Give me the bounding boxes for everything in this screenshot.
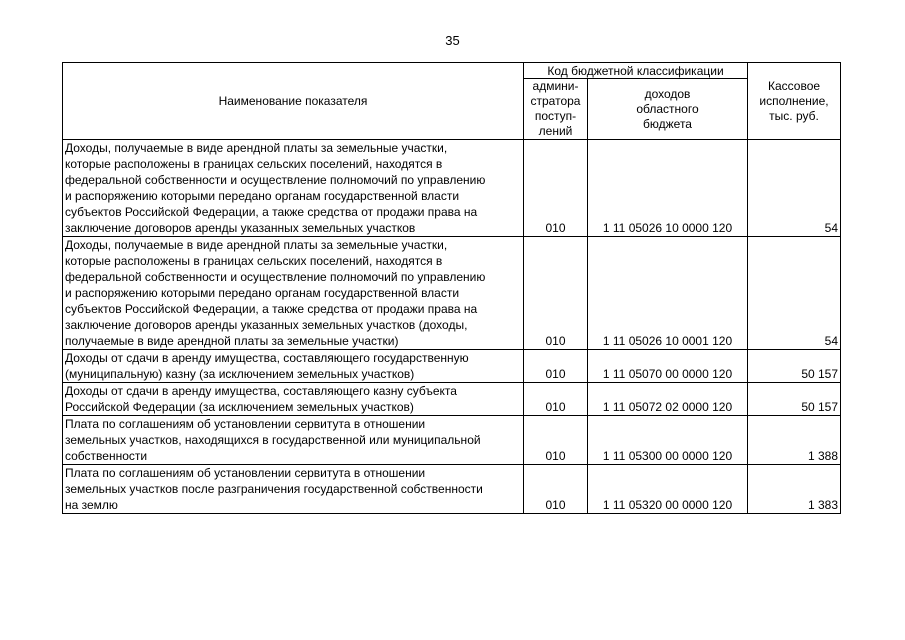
header-revenue-administrator: админи- стратора поступ- лений — [524, 79, 588, 140]
row-cash-execution: 1 383 — [748, 465, 841, 514]
header-regional-budget-revenue: доходов областного бюджета — [588, 79, 748, 140]
table-row — [63, 416, 841, 465]
row-revenue-code: 1 11 05072 02 0000 120 — [588, 383, 748, 416]
page-number: 35 — [445, 33, 460, 48]
row-administrator-code: 010 — [524, 237, 588, 350]
row-revenue-code: 1 11 05026 10 0001 120 — [588, 237, 748, 350]
row-administrator-code: 010 — [524, 383, 588, 416]
table-header — [63, 63, 841, 140]
header-indicator-name: Наименование показателя — [63, 63, 524, 140]
row-revenue-code: 1 11 05300 00 0000 120 — [588, 416, 748, 465]
row-administrator-code: 010 — [524, 140, 588, 237]
header-cash-execution: Кассовое исполнение, тыс. руб. — [748, 63, 841, 140]
row-cash-execution: 50 157 — [748, 383, 841, 416]
row-administrator-code: 010 — [524, 350, 588, 383]
table-row — [63, 383, 841, 416]
table-body — [63, 140, 841, 514]
row-revenue-code: 1 11 05320 00 0000 120 — [588, 465, 748, 514]
table-row — [63, 465, 841, 514]
row-indicator-name: Доходы от сдачи в аренду имущества, составляющего государственную (муниципальную) казну (за исключением земельных участков) — [63, 350, 524, 383]
row-cash-execution: 1 388 — [748, 416, 841, 465]
row-administrator-code: 010 — [524, 465, 588, 514]
row-indicator-name: Плата по соглашениям об установлении сервитута в отношении земельных участков, находящихся в государственной или муниципальной собственности — [63, 416, 524, 465]
header-budget-classification-code: Код бюджетной классификации — [524, 63, 748, 79]
table-row — [63, 350, 841, 383]
table-row — [63, 140, 841, 237]
row-indicator-name: Доходы, получаемые в виде арендной платы за земельные участки, которые расположены в границах сельских поселений, находятся в федеральной собственности и осуществление полномочий по управлению и распоряжению которыми передано органам государственной власти субъектов Российской Федерации, а также средства от продажи права на заключение договоров аренды указанных земельных участков (доходы, получаемые в виде арендной платы за земельные участки) — [63, 237, 524, 350]
row-cash-execution: 54 — [748, 237, 841, 350]
budget-table — [62, 62, 841, 514]
row-cash-execution: 50 157 — [748, 350, 841, 383]
row-cash-execution: 54 — [748, 140, 841, 237]
row-administrator-code: 010 — [524, 416, 588, 465]
row-revenue-code: 1 11 05026 10 0000 120 — [588, 140, 748, 237]
row-revenue-code: 1 11 05070 00 0000 120 — [588, 350, 748, 383]
table-row — [63, 237, 841, 350]
row-indicator-name: Плата по соглашениям об установлении сервитута в отношении земельных участков после разграничения государственной собственности на землю — [63, 465, 524, 514]
row-indicator-name: Доходы от сдачи в аренду имущества, составляющего казну субъекта Российской Федерации (за исключением земельных участков) — [63, 383, 524, 416]
row-indicator-name: Доходы, получаемые в виде арендной платы за земельные участки, которые расположены в границах сельских поселений, находятся в федеральной собственности и осуществление полномочий по управлению и распоряжению которыми передано органам государственной власти субъектов Российской Федерации, а также средства от продажи права на заключение договоров аренды указанных земельных участков — [63, 140, 524, 237]
